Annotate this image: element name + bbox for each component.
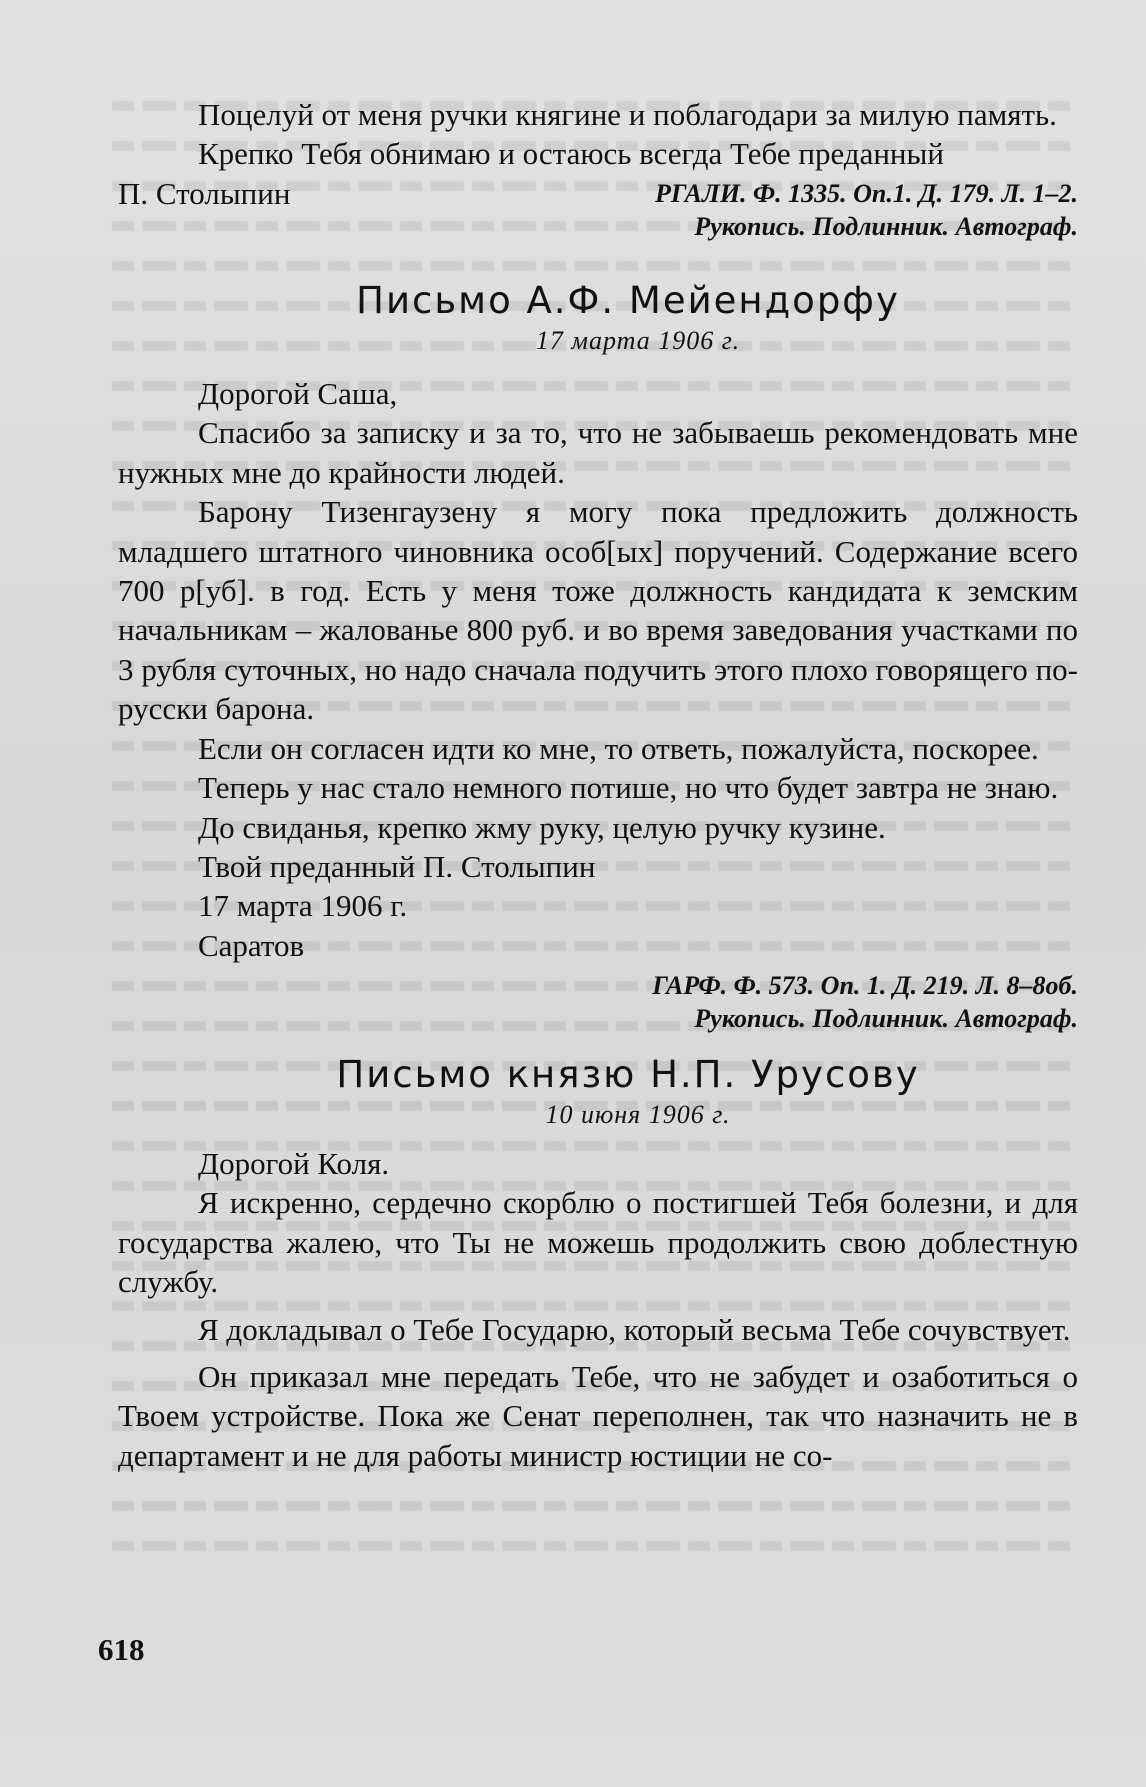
paragraph: Я искренно, сердечно скорблю о постигшей Тебя болезни, и для государства жалею, что Ты не можешь продолжить свою доблестную службу. bbox=[118, 1185, 1078, 1300]
letter-heading: Письмо князю Н.П. Урусову bbox=[336, 1053, 920, 1097]
greeting: Дорогой Саша, bbox=[198, 376, 398, 412]
signature: П. Столыпин bbox=[118, 175, 291, 211]
paragraph: Если он согласен идти ко мне, то ответь, пожалуйста, поскорее. bbox=[198, 730, 1039, 766]
archive-note: Рукопись. Подлинник. Автограф. bbox=[694, 212, 1078, 242]
closing-place: Саратов bbox=[198, 927, 305, 963]
letter-date: 10 июня 1906 г. bbox=[545, 1099, 731, 1129]
closing-date: 17 марта 1906 г. bbox=[198, 888, 408, 924]
letter-date: 17 марта 1906 г. bbox=[535, 325, 741, 355]
paragraph: Барону Тизенгаузену я могу пока предложить должность младшего штатного чиновника особ[ых] поручений. Содержание всего 700 р[уб]. в год. Есть у меня тоже должность кандидата к земским начальникам – жалованье 800 руб. и во время заведования участками по 3 рубля суточных, но надо сначала подучить этого плохо говорящего по-русски барона. bbox=[118, 494, 1078, 727]
signature: Твой преданный П. Столыпин bbox=[198, 848, 596, 884]
page-text bbox=[118, 95, 1078, 1475]
archive-reference: ГАРФ. Ф. 573. Оп. 1. Д. 219. Л. 8–8об. bbox=[652, 971, 1078, 1001]
paragraph: Теперь у нас стало немного потише, но что будет завтра не знаю. bbox=[198, 770, 1059, 806]
page-number: 618 bbox=[98, 1632, 145, 1667]
paragraph: Поцелуй от меня ручки княгине и поблагодари за милую память. bbox=[198, 97, 1057, 132]
paragraph: Я докладывал о Тебе Государю, который весьма Тебе сочувствует. bbox=[198, 1311, 1071, 1347]
letter-heading: Письмо А.Ф. Мейендорфу bbox=[356, 279, 900, 323]
closing-line: Крепко Тебя обнимаю и остаюсь всегда Тебе преданный bbox=[198, 136, 944, 172]
archive-note: Рукопись. Подлинник. Автограф. bbox=[694, 1004, 1078, 1034]
archive-reference: РГАЛИ. Ф. 1335. Оп.1. Д. 179. Л. 1–2. bbox=[655, 179, 1078, 209]
paragraph: До свиданья, крепко жму руку, целую ручку кузине. bbox=[198, 809, 886, 845]
paragraph: Спасибо за записку и за то, что не забываешь рекомендовать мне нужных мне до крайности людей. bbox=[118, 415, 1078, 490]
paragraph: Он приказал мне передать Тебе, что не забудет и озаботиться о Твоем устройстве. Пока же Сенат переполнен, так что назначить не в департамент и не для работы министр юстиции не со- bbox=[118, 1358, 1078, 1473]
greeting: Дорогой Коля. bbox=[198, 1145, 390, 1181]
